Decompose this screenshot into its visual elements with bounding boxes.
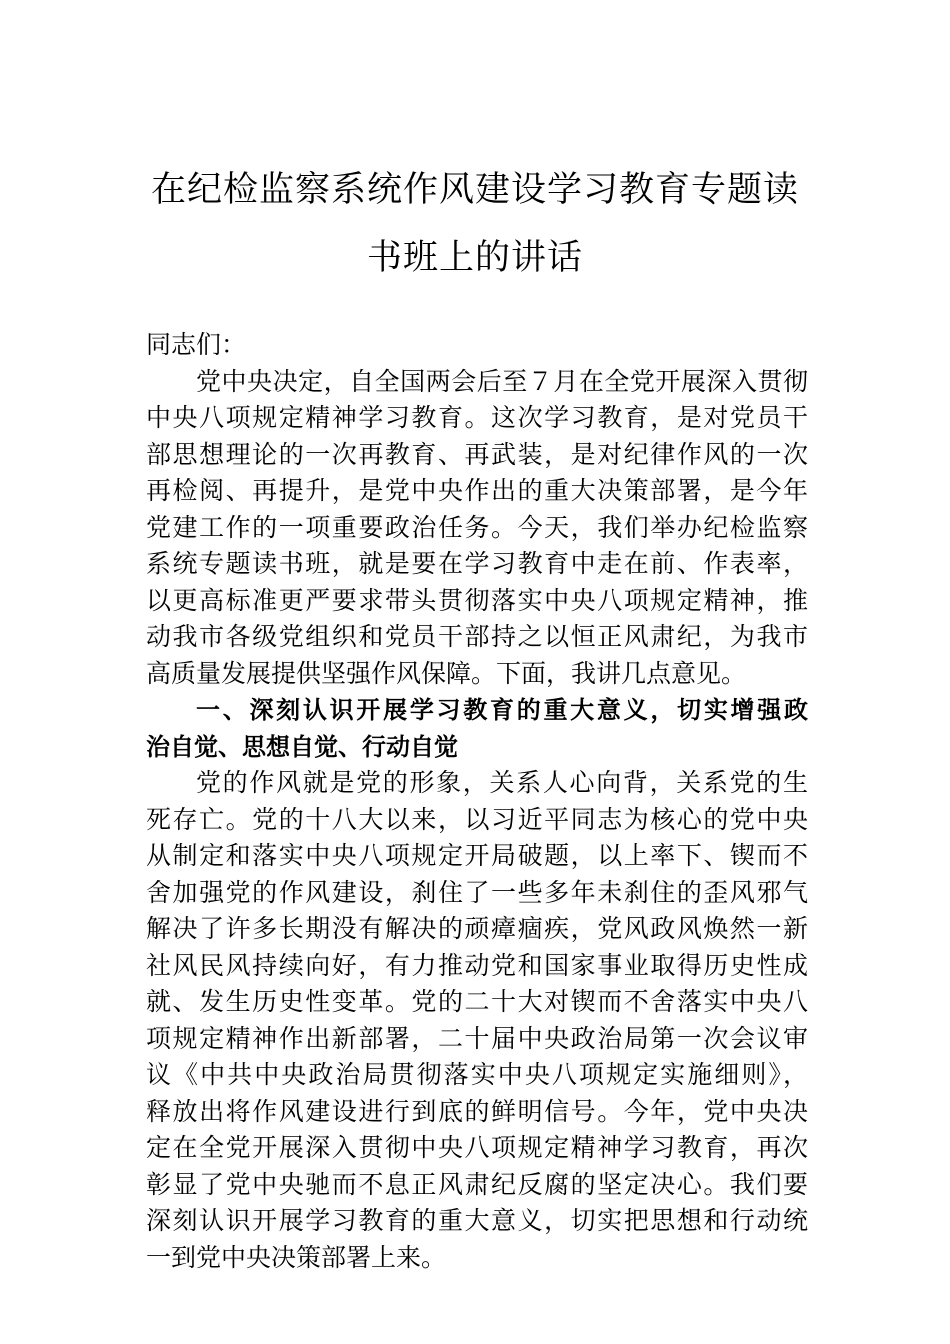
paragraph-line: 舍加强党的作风建设，刹住了一些多年未刹住的歪风邪气 [146,877,808,907]
document-title-line-2: 书班上的讲话 [366,238,583,278]
paragraph-line: 动我市各级党组织和党员干部持之以恒正风肃纪，为我市 [146,622,808,651]
section-heading-line: 治自觉、思想自觉、行动自觉 [146,732,458,761]
paragraph-line: 中央八项规定精神学习教育。这次学习教育，是对党员干 [146,403,808,432]
paragraph-line: 解决了许多长期没有解决的顽瘴痼疾，党风政风焕然一新 [146,914,808,943]
paragraph-line: 系统专题读书班，就是要在学习教育中走在前、作表率， [146,549,808,578]
paragraph-line: 部思想理论的一次再教育、再武装，是对纪律作风的一次 [146,439,808,469]
paragraph-line: 党建工作的一项重要政治任务。今天，我们举办纪检监察 [146,512,808,542]
paragraph-line: 定在全党开展深入贯彻中央八项规定精神学习教育，再次 [146,1133,808,1162]
document-body [146,327,808,1276]
paragraph-line: 彰显了党中央驰而不息正风肃纪反腐的坚定决心。我们要 [146,1169,808,1199]
paragraph-line: 深刻认识开展学习教育的重大意义，切实把思想和行动统 [146,1206,808,1235]
paragraph-line: 党中央决定，自全国两会后至７月在全党开展深入贯彻 [196,366,808,396]
document-title-line-1: 在纪检监察系统作风建设学习教育专题读 [150,170,799,210]
paragraph-line: 再检阅、再提升，是党中央作出的重大决策部署，是今年 [146,476,808,505]
paragraph-line: 就、发生历史性变革。党的二十大对锲而不舍落实中央八 [146,987,808,1016]
paragraph-line: 从制定和落实中央八项规定开局破题，以上率下、锲而不 [146,841,808,870]
paragraph-line: 社风民风持续向好，有力推动党和国家事业取得历史性成 [146,950,808,980]
paragraph-line: 议《中共中央政治局贯彻落实中央八项规定实施细则》， [146,1060,808,1089]
paragraph-line: 一到党中央决策部署上来。 [146,1242,447,1272]
paragraph-line: 以更高标准更严要求带头贯彻落实中央八项规定精神，推 [146,585,808,615]
section-heading-line: 一、深刻认识开展学习教育的重大意义，切实增强政 [196,696,808,724]
paragraph-line: 释放出将作风建设进行到底的鲜明信号。今年，党中央决 [146,1096,808,1126]
paragraph-line: 高质量发展提供坚强作风保障。下面，我讲几点意见。 [146,658,747,688]
paragraph-line: 死存亡。党的十八大以来，以习近平同志为核心的党中央 [146,804,808,834]
paragraph-line: 项规定精神作出新部署，二十届中央政治局第一次会议审 [146,1023,808,1053]
paragraph-line: 党的作风就是党的形象，关系人心向背，关系党的生 [196,768,808,797]
salutation: 同志们： [146,330,247,359]
